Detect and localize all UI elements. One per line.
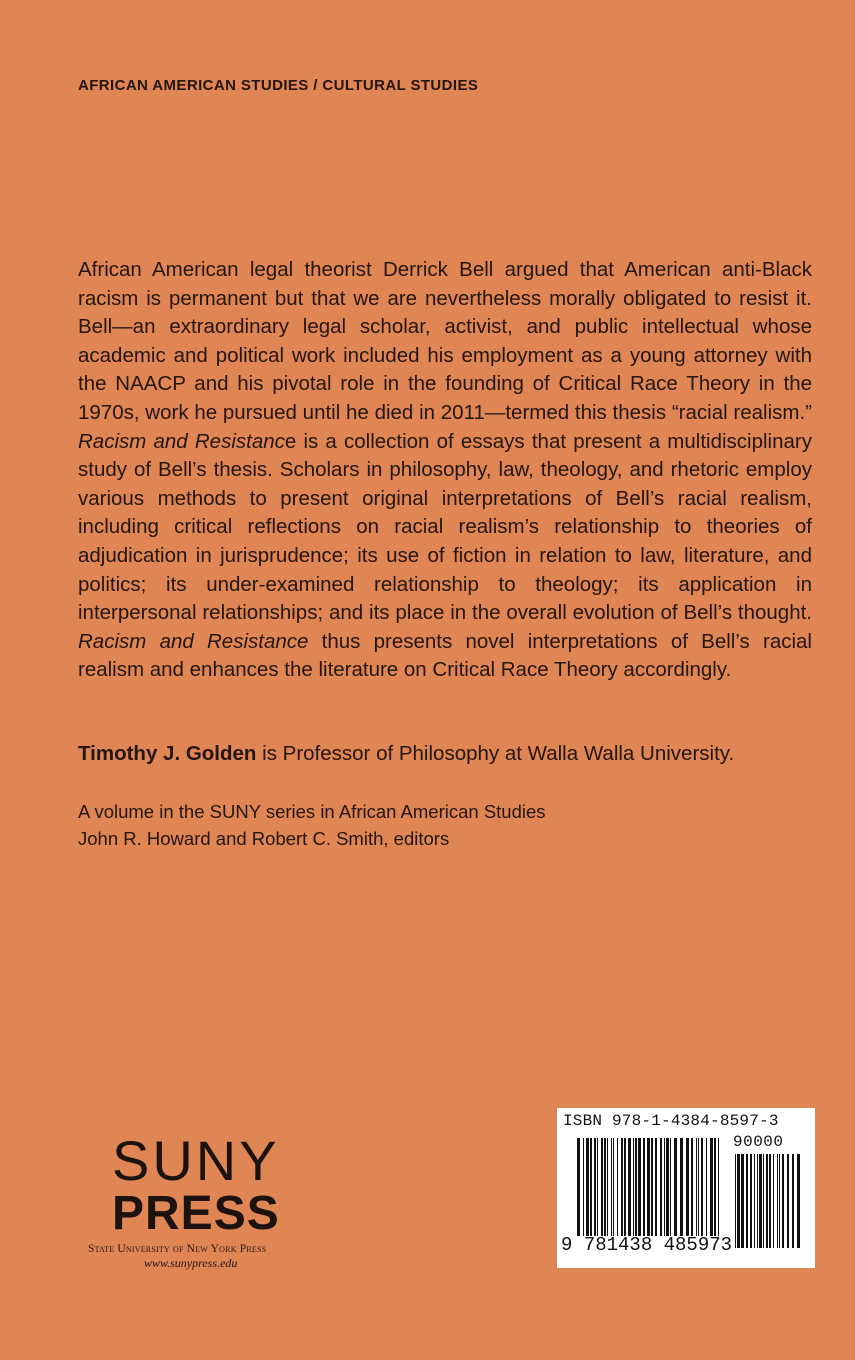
isbn-label: ISBN 978-1-4384-8597-3 (563, 1112, 779, 1130)
book-description (78, 256, 812, 685)
barcode-bar (763, 1154, 764, 1248)
barcode-bar (660, 1138, 662, 1236)
barcode-bar (594, 1138, 596, 1236)
barcode-bar (769, 1154, 771, 1248)
barcode-bar (621, 1138, 623, 1236)
series-line: A volume in the SUNY series in African American Studies (78, 801, 546, 822)
barcode-bar (782, 1154, 784, 1248)
barcode-bar (735, 1154, 736, 1248)
barcode-bar (655, 1138, 657, 1236)
barcode-bar (787, 1154, 789, 1248)
barcode-bar (777, 1154, 778, 1248)
barcode-bar (754, 1154, 755, 1248)
barcode-bar (611, 1138, 612, 1236)
barcode-bar (792, 1154, 794, 1248)
barcode-bar (586, 1138, 589, 1236)
barcode-bar (686, 1138, 689, 1236)
barcode-bar (647, 1138, 650, 1236)
author-name: Timothy J. Golden (78, 742, 257, 765)
barcode-bar (643, 1138, 645, 1236)
publisher-url: www.sunypress.edu (144, 1256, 238, 1270)
category-label: AFRICAN AMERICAN STUDIES / CULTURAL STUDIES (78, 77, 479, 94)
barcode-bar (664, 1138, 665, 1236)
description-title-italic-2: Racism and Resistance (78, 629, 309, 653)
publisher-logo (88, 1129, 318, 1271)
barcode-bar (674, 1138, 677, 1236)
barcode-bar (701, 1138, 703, 1236)
barcode-bar (750, 1154, 752, 1248)
barcode-bar (779, 1154, 780, 1248)
description-text-1: African American legal theorist Derrick Bell argued that American anti-Black racism is permanent but that we are nevertheless morally obligated to resist it. Bell—an extraordinary legal scholar, activist, and public intellectual whose academic and political work included his employment as a young attorney with the NAACP and his pivotal role in the founding of Critical Race Theory in the 1970s, work he pursued until he died in 2011—termed this thesis “racial realism.” (78, 258, 812, 424)
barcode-bar (590, 1138, 592, 1236)
barcode-bar (737, 1154, 740, 1248)
description-text-3: thus presents novel interpretations of Bell’s racial realism and enhances the literature on Critical Race Theory accordingly. (78, 629, 812, 682)
barcode-bar (583, 1138, 584, 1236)
series-editors: John R. Howard and Robert C. Smith, editors (78, 828, 450, 849)
barcode-bar (691, 1138, 693, 1236)
barcode-bar (773, 1154, 774, 1248)
ean-digits: 9 781438 485973 (561, 1234, 733, 1256)
barcode-bar (607, 1138, 608, 1236)
barcode-bar (613, 1138, 614, 1236)
barcode-bar (696, 1138, 697, 1236)
barcode-bar (617, 1138, 618, 1236)
barcode-bar (718, 1138, 719, 1236)
barcode-bar (766, 1154, 768, 1248)
barcode-bar (759, 1154, 762, 1248)
barcode-bar (601, 1138, 603, 1236)
barcode-bar (638, 1138, 641, 1236)
barcode-bar (635, 1138, 637, 1236)
barcode-bar (757, 1154, 758, 1248)
logo-press-text: PRESS (112, 1187, 280, 1240)
barcode-bar (604, 1138, 606, 1236)
barcode-bar (597, 1138, 598, 1236)
logo-suny-text: SUNY (112, 1129, 280, 1192)
ean13-bars (577, 1138, 719, 1236)
barcode-bar (797, 1154, 800, 1248)
author-bio-text: is Professor of Philosophy at Walla Walla University. (256, 742, 735, 765)
barcode-bar (666, 1138, 669, 1236)
barcode-bar (670, 1138, 671, 1236)
barcode-bar (624, 1138, 626, 1236)
price-code: 90000 (733, 1133, 784, 1151)
description-text-2: e is a collection of essays that present a multidisciplinary study of Bell’s thesis. Scholars in philosophy, law, theology, and rhetoric employ various methods to present original interpretations of Bell’s racial realism, including critical reflections on racial realism’s relationship to theories of adjudication in jurisprudence; its use of fiction in relation to law, literature, and politics; its under-examined relationship to theology; its application in interpersonal relationships; and its place in the overall evolution of Bell’s thought. (78, 429, 812, 625)
barcode-bar (698, 1138, 699, 1236)
addon-bars (735, 1154, 800, 1248)
barcode-bar (633, 1138, 634, 1236)
isbn-barcode (557, 1108, 815, 1268)
barcode-bar (714, 1138, 716, 1236)
barcode-bar (706, 1138, 707, 1236)
barcode-bar (746, 1154, 748, 1248)
description-title-italic-1: Racism and Resistanc (78, 429, 285, 453)
publisher-full-name: State University of New York Press (88, 1243, 267, 1255)
barcode-bar (651, 1138, 653, 1236)
barcode-bar (577, 1138, 580, 1236)
barcode-bar (741, 1154, 744, 1248)
author-bio (78, 740, 812, 768)
barcode-bar (628, 1138, 631, 1236)
barcode-bar (680, 1138, 683, 1236)
series-info (78, 798, 546, 852)
barcode-bar (710, 1138, 713, 1236)
